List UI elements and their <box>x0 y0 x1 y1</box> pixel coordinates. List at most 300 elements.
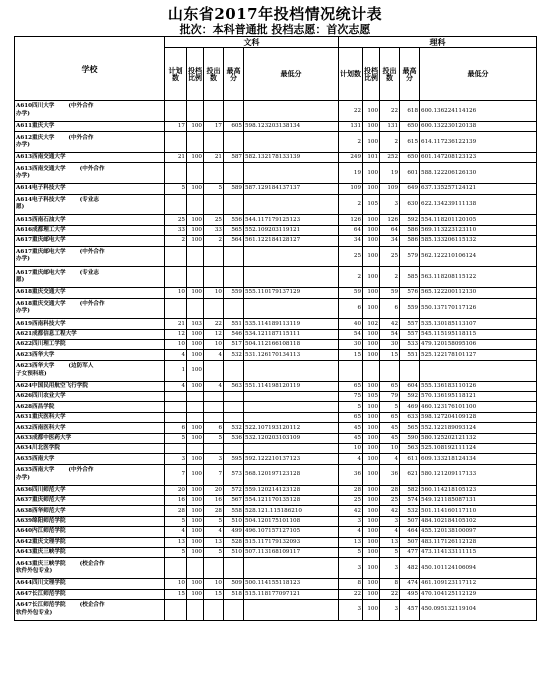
like-min-cell: 455.120138100097 <box>420 527 537 537</box>
like-plan-cell <box>339 360 363 381</box>
table-row <box>15 225 537 235</box>
like-ratio-cell: 100 <box>363 184 380 194</box>
like-plan-cell: 15 <box>339 350 363 360</box>
wenke-count-cell: 2 <box>204 236 224 246</box>
wenke-min-cell: 544.117179125123 <box>244 215 339 225</box>
school-name-cell: A628西昌学院 <box>15 402 165 412</box>
wenke-ratio-cell <box>187 444 204 454</box>
like-plan-cell: 3 <box>339 516 363 526</box>
wenke-min-cell: 504.112166108118 <box>244 340 339 350</box>
wenke-count-cell <box>204 412 224 422</box>
like-min-header: 最低分 <box>420 48 537 101</box>
like-min-cell: 562.122210106124 <box>420 246 537 267</box>
table-row <box>15 547 537 557</box>
like-ratio-cell: 100 <box>363 288 380 298</box>
like-count-cell: 36 <box>380 464 400 485</box>
like-max-cell: 574 <box>400 495 420 505</box>
like-ratio-cell: 100 <box>363 215 380 225</box>
like-max-cell: 611 <box>400 454 420 464</box>
like-ratio-cell: 100 <box>363 485 380 495</box>
wenke-min-header: 最低分 <box>244 48 339 101</box>
wenke-max-cell: 587 <box>224 152 244 162</box>
like-ratio-cell: 100 <box>363 516 380 526</box>
wenke-max-cell <box>224 402 244 412</box>
like-plan-cell: 6 <box>339 298 363 319</box>
like-min-cell: 585.133206115132 <box>420 236 537 246</box>
school-name-cell: A635西南大学 <box>15 454 165 464</box>
wenke-ratio-cell: 100 <box>187 288 204 298</box>
like-max-cell: 457 <box>400 599 420 620</box>
like-ratio-cell: 100 <box>363 412 380 422</box>
wenke-max-cell: 572 <box>224 485 244 495</box>
like-plan-cell: 4 <box>339 454 363 464</box>
wenke-min-cell: 496.107157127105 <box>244 527 339 537</box>
wenke-max-cell <box>224 163 244 184</box>
like-header: 理科 <box>339 37 537 48</box>
like-max-cell: 563 <box>400 444 420 454</box>
like-count-cell: 3 <box>380 599 400 620</box>
like-max-cell: 630 <box>400 194 420 215</box>
wenke-count-cell <box>204 558 224 579</box>
like-max-cell: 585 <box>400 267 420 288</box>
like-count-cell: 3 <box>380 558 400 579</box>
wenke-ratio-cell <box>187 246 204 267</box>
like-count-cell: 2 <box>380 267 400 288</box>
wenke-plan-cell: 12 <box>165 329 187 339</box>
wenke-ratio-cell: 100 <box>187 579 204 589</box>
wenke-plan-cell: 13 <box>165 537 187 547</box>
wenke-min-cell: 598.123203138134 <box>244 121 339 131</box>
like-plan-cell: 54 <box>339 329 363 339</box>
like-min-cell: 461.109123117112 <box>420 579 537 589</box>
like-min-cell: 598.127204109128 <box>420 412 537 422</box>
wenke-min-cell: 515.117179132093 <box>244 537 339 547</box>
like-ratio-cell: 100 <box>363 599 380 620</box>
like-max-cell: 533 <box>400 340 420 350</box>
like-ratio-cell: 100 <box>363 495 380 505</box>
wenke-min-cell <box>244 163 339 184</box>
wenke-min-cell: 582.132178133139 <box>244 152 339 162</box>
like-plan-cell: 2 <box>339 194 363 215</box>
like-min-cell: 554.118201120105 <box>420 215 537 225</box>
table-row <box>15 101 537 122</box>
table-row <box>15 288 537 298</box>
like-max-cell: 565 <box>400 423 420 433</box>
wenke-count-cell: 25 <box>204 215 224 225</box>
school-name-cell: A631重庆医科大学 <box>15 412 165 422</box>
wenke-min-cell <box>244 101 339 122</box>
school-name-cell: A618重庆交通大学 <box>15 288 165 298</box>
table-row <box>15 319 537 329</box>
wenke-ratio-cell: 100 <box>187 516 204 526</box>
wenke-ratio-cell: 100 <box>187 433 204 443</box>
like-count-cell: 13 <box>380 537 400 547</box>
wenke-plan-cell: 15 <box>165 589 187 599</box>
wenke-ratio-cell <box>187 558 204 579</box>
wenke-max-header: 最高分 <box>224 48 244 101</box>
like-ratio-cell: 100 <box>363 433 380 443</box>
like-plan-cell: 10 <box>339 444 363 454</box>
like-max-cell: 586 <box>400 225 420 235</box>
wenke-ratio-cell: 100 <box>187 236 204 246</box>
like-min-cell: 450.101124106094 <box>420 558 537 579</box>
wenke-ratio-cell: 103 <box>187 319 204 329</box>
like-min-cell: 614.117236122139 <box>420 132 537 153</box>
wenke-plan-cell: 25 <box>165 215 187 225</box>
wenke-max-cell: 509 <box>224 579 244 589</box>
wenke-max-cell <box>224 599 244 620</box>
school-name-cell: A644四川文理学院 <box>15 579 165 589</box>
wenke-ratio-cell <box>187 402 204 412</box>
like-min-cell: 580.125202121132 <box>420 433 537 443</box>
like-ratio-cell: 100 <box>363 537 380 547</box>
like-ratio-cell <box>363 360 380 381</box>
wenke-max-cell: 573 <box>224 464 244 485</box>
wenke-ratio-header: 投档比例 <box>187 48 204 101</box>
like-count-cell: 30 <box>380 340 400 350</box>
like-count-cell: 15 <box>380 350 400 360</box>
wenke-max-cell: 567 <box>224 495 244 505</box>
wenke-plan-cell <box>165 558 187 579</box>
school-name-cell: A613西南交通大学 <box>15 152 165 162</box>
wenke-ratio-cell <box>187 298 204 319</box>
wenke-max-cell: 499 <box>224 527 244 537</box>
like-count-cell <box>380 360 400 381</box>
like-ratio-cell: 100 <box>363 101 380 122</box>
wenke-count-cell: 20 <box>204 485 224 495</box>
like-max-cell: 559 <box>400 298 420 319</box>
like-count-cell: 126 <box>380 215 400 225</box>
wenke-plan-cell: 4 <box>165 527 187 537</box>
like-max-cell: 477 <box>400 547 420 557</box>
like-plan-cell: 40 <box>339 319 363 329</box>
like-count-cell: 19 <box>380 163 400 184</box>
like-count-cell: 22 <box>380 589 400 599</box>
wenke-count-cell <box>204 360 224 381</box>
like-min-cell: 525.122178101127 <box>420 350 537 360</box>
table-row <box>15 163 537 184</box>
like-min-cell: 565.122200112130 <box>420 288 537 298</box>
like-ratio-cell: 100 <box>363 298 380 319</box>
like-count-cell: 79 <box>380 392 400 402</box>
wenke-plan-cell: 7 <box>165 464 187 485</box>
table-row <box>15 215 537 225</box>
wenke-min-cell: 504.120175101108 <box>244 516 339 526</box>
like-min-cell: 483.117126112128 <box>420 537 537 547</box>
like-plan-cell: 25 <box>339 246 363 267</box>
wenke-ratio-cell <box>187 412 204 422</box>
like-max-cell: 532 <box>400 506 420 516</box>
like-count-cell: 5 <box>380 547 400 557</box>
like-min-cell: 501.114160117110 <box>420 506 537 516</box>
wenke-plan-cell: 5 <box>165 184 187 194</box>
wenke-min-cell <box>244 194 339 215</box>
table-row <box>15 236 537 246</box>
wenke-ratio-cell <box>187 599 204 620</box>
wenke-count-cell: 22 <box>204 319 224 329</box>
wenke-plan-cell <box>165 163 187 184</box>
like-plan-cell: 59 <box>339 288 363 298</box>
wenke-max-cell <box>224 392 244 402</box>
wenke-plan-cell <box>165 298 187 319</box>
like-max-cell: 604 <box>400 381 420 391</box>
table-row <box>15 579 537 589</box>
wenke-ratio-cell <box>187 132 204 153</box>
school-name-cell: A634川北医学院 <box>15 444 165 454</box>
wenke-max-cell: 556 <box>224 215 244 225</box>
table-row <box>15 121 537 131</box>
wenke-plan-cell: 33 <box>165 225 187 235</box>
wenke-count-cell: 10 <box>204 340 224 350</box>
like-min-cell: 484.102184105102 <box>420 516 537 526</box>
wenke-plan-cell: 21 <box>165 319 187 329</box>
table-row <box>15 360 537 381</box>
wenke-max-cell: 564 <box>224 236 244 246</box>
like-max-header: 最高分 <box>400 48 420 101</box>
wenke-max-cell <box>224 101 244 122</box>
like-plan-cell: 3 <box>339 558 363 579</box>
wenke-plan-cell: 5 <box>165 516 187 526</box>
like-max-cell: 633 <box>400 412 420 422</box>
wenke-plan-cell <box>165 246 187 267</box>
wenke-ratio-cell <box>187 267 204 288</box>
wenke-ratio-cell: 100 <box>187 121 204 131</box>
wenke-ratio-cell: 100 <box>187 423 204 433</box>
table-row <box>15 589 537 599</box>
wenke-plan-cell <box>165 101 187 122</box>
table-row <box>15 184 537 194</box>
table-row <box>15 392 537 402</box>
table-row <box>15 340 537 350</box>
like-min-cell: 580.121209117133 <box>420 464 537 485</box>
like-max-cell: 590 <box>400 433 420 443</box>
wenke-count-cell: 4 <box>204 381 224 391</box>
like-count-cell: 4 <box>380 454 400 464</box>
like-count-cell: 252 <box>380 152 400 162</box>
wenke-min-cell: 522.107193120112 <box>244 423 339 433</box>
wenke-min-cell <box>244 132 339 153</box>
like-max-cell: 601 <box>400 163 420 184</box>
school-name-cell: A635西南大学 (中外合作 办学) <box>15 464 165 485</box>
school-name-cell: A638西华师范大学 <box>15 506 165 516</box>
wenke-count-cell: 21 <box>204 152 224 162</box>
like-count-cell: 45 <box>380 433 400 443</box>
like-plan-cell: 13 <box>339 537 363 547</box>
school-name-cell: A612重庆大学 (中外合作 办学) <box>15 132 165 153</box>
school-name-cell: A632西南医科大学 <box>15 423 165 433</box>
wenke-ratio-cell: 100 <box>187 184 204 194</box>
wenke-count-cell: 5 <box>204 547 224 557</box>
wenke-min-cell <box>244 360 339 381</box>
wenke-count-cell: 28 <box>204 506 224 516</box>
wenke-max-cell: 589 <box>224 184 244 194</box>
like-max-cell: 649 <box>400 184 420 194</box>
wenke-plan-cell: 17 <box>165 121 187 131</box>
school-name-cell: A623西华大学 <box>15 350 165 360</box>
wenke-count-cell <box>204 246 224 267</box>
like-plan-cell: 28 <box>339 485 363 495</box>
wenke-ratio-cell: 100 <box>187 506 204 516</box>
like-ratio-cell: 105 <box>363 392 380 402</box>
wenke-plan-cell <box>165 444 187 454</box>
wenke-ratio-cell: 100 <box>187 454 204 464</box>
wenke-plan-cell: 4 <box>165 350 187 360</box>
like-plan-cell: 109 <box>339 184 363 194</box>
wenke-plan-cell: 2 <box>165 236 187 246</box>
table-body <box>15 101 537 621</box>
like-max-cell: 582 <box>400 485 420 495</box>
wenke-count-cell <box>204 392 224 402</box>
like-max-cell: 495 <box>400 589 420 599</box>
table-row <box>15 537 537 547</box>
like-count-cell: 3 <box>380 516 400 526</box>
like-max-cell: 557 <box>400 319 420 329</box>
like-min-cell: 545.115195118115 <box>420 329 537 339</box>
wenke-count-header: 投出数 <box>204 48 224 101</box>
like-count-cell: 42 <box>380 506 400 516</box>
like-plan-cell: 2 <box>339 267 363 288</box>
wenke-count-cell <box>204 298 224 319</box>
like-ratio-cell: 100 <box>363 329 380 339</box>
wenke-ratio-cell <box>187 163 204 184</box>
school-name-cell: A637重庆师范大学 <box>15 495 165 505</box>
wenke-max-cell: 510 <box>224 516 244 526</box>
like-plan-cell: 5 <box>339 547 363 557</box>
like-min-cell: 550.137170117126 <box>420 298 537 319</box>
wenke-count-cell <box>204 444 224 454</box>
like-min-cell: 470.104125112129 <box>420 589 537 599</box>
school-name-cell: A618重庆交通大学 (中外合作 办学) <box>15 298 165 319</box>
wenke-min-cell <box>244 402 339 412</box>
school-name-cell: A621成都信息工程大学 <box>15 329 165 339</box>
like-count-cell: 25 <box>380 246 400 267</box>
wenke-max-cell: 536 <box>224 433 244 443</box>
wenke-ratio-cell: 100 <box>187 360 204 381</box>
wenke-min-cell <box>244 444 339 454</box>
wenke-plan-cell: 10 <box>165 340 187 350</box>
wenke-plan-cell: 3 <box>165 454 187 464</box>
school-name-cell: A611重庆大学 <box>15 121 165 131</box>
table-row <box>15 246 537 267</box>
wenke-header: 文科 <box>165 37 339 48</box>
school-name-cell: A615西南石油大学 <box>15 215 165 225</box>
wenke-ratio-cell: 100 <box>187 464 204 485</box>
table-row <box>15 527 537 537</box>
wenke-min-cell <box>244 599 339 620</box>
wenke-min-cell: 561.122184128127 <box>244 236 339 246</box>
wenke-max-cell <box>224 246 244 267</box>
like-plan-cell: 65 <box>339 412 363 422</box>
like-count-cell: 8 <box>380 579 400 589</box>
like-plan-cell: 126 <box>339 215 363 225</box>
like-ratio-cell: 100 <box>363 454 380 464</box>
like-count-cell: 65 <box>380 381 400 391</box>
like-max-cell: 469 <box>400 402 420 412</box>
like-plan-cell: 25 <box>339 495 363 505</box>
like-ratio-cell: 100 <box>363 267 380 288</box>
like-ratio-cell: 101 <box>363 152 380 162</box>
like-plan-cell: 75 <box>339 392 363 402</box>
like-max-cell: 618 <box>400 101 420 122</box>
wenke-ratio-cell: 100 <box>187 350 204 360</box>
wenke-count-cell: 10 <box>204 579 224 589</box>
wenke-count-cell <box>204 194 224 215</box>
table-row <box>15 267 537 288</box>
like-max-cell: 579 <box>400 246 420 267</box>
like-plan-cell: 22 <box>339 589 363 599</box>
like-ratio-cell: 100 <box>363 121 380 131</box>
table-row <box>15 152 537 162</box>
wenke-plan-cell <box>165 194 187 215</box>
like-max-cell: 507 <box>400 516 420 526</box>
like-max-cell: 592 <box>400 215 420 225</box>
wenke-max-cell: 518 <box>224 589 244 599</box>
like-min-cell: 570.136195118121 <box>420 392 537 402</box>
wenke-min-cell: 568.120197123128 <box>244 464 339 485</box>
like-ratio-cell: 100 <box>363 340 380 350</box>
wenke-plan-header: 计划数 <box>165 48 187 101</box>
table-row <box>15 433 537 443</box>
like-count-cell: 5 <box>380 402 400 412</box>
like-ratio-cell: 100 <box>363 381 380 391</box>
like-plan-cell: 8 <box>339 579 363 589</box>
wenke-plan-cell <box>165 267 187 288</box>
like-max-cell: 551 <box>400 350 420 360</box>
like-min-cell: 552.122189093124 <box>420 423 537 433</box>
wenke-max-cell <box>224 412 244 422</box>
page-title: 山东省2017年投档情况统计表 <box>167 5 383 23</box>
like-ratio-cell: 102 <box>363 319 380 329</box>
school-name-cell: A643重庆三峡学院 (校企合作 软件外包专业) <box>15 558 165 579</box>
like-max-cell <box>400 360 420 381</box>
like-count-cell: 3 <box>380 194 400 215</box>
table-row <box>15 506 537 516</box>
school-name-cell: A614电子科技大学 (专业志 愿) <box>15 194 165 215</box>
wenke-min-cell: 554.121170135128 <box>244 495 339 505</box>
like-max-cell: 586 <box>400 236 420 246</box>
wenke-max-cell <box>224 298 244 319</box>
wenke-ratio-cell <box>187 392 204 402</box>
wenke-min-cell: 559.120214123128 <box>244 485 339 495</box>
like-count-cell: 2 <box>380 132 400 153</box>
wenke-min-cell: 535.114189113119 <box>244 319 339 329</box>
wenke-min-cell: 592.122210137123 <box>244 454 339 464</box>
school-name-cell: A610四川大学 (中外合作 办学) <box>15 101 165 122</box>
wenke-max-cell <box>224 194 244 215</box>
like-plan-cell: 64 <box>339 225 363 235</box>
wenke-count-cell: 17 <box>204 121 224 131</box>
school-name-cell: A623西华大学 (边防军人 子女预科班) <box>15 360 165 381</box>
wenke-count-cell: 5 <box>204 433 224 443</box>
wenke-max-cell: 517 <box>224 340 244 350</box>
wenke-min-cell: 515.118177097121 <box>244 589 339 599</box>
table-row <box>15 558 537 579</box>
wenke-min-cell: 528.121.115186210 <box>244 506 339 516</box>
like-max-cell: 474 <box>400 579 420 589</box>
like-plan-cell: 5 <box>339 402 363 412</box>
wenke-ratio-cell: 100 <box>187 589 204 599</box>
like-min-cell: 588.122206126130 <box>420 163 537 184</box>
like-min-cell: 535.130185113107 <box>420 319 537 329</box>
wenke-min-cell <box>244 298 339 319</box>
wenke-plan-cell <box>165 412 187 422</box>
like-count-cell: 10 <box>380 444 400 454</box>
like-max-cell: 621 <box>400 464 420 485</box>
wenke-ratio-cell: 100 <box>187 225 204 235</box>
like-max-cell: 482 <box>400 558 420 579</box>
like-plan-cell: 249 <box>339 152 363 162</box>
wenke-plan-cell: 5 <box>165 433 187 443</box>
